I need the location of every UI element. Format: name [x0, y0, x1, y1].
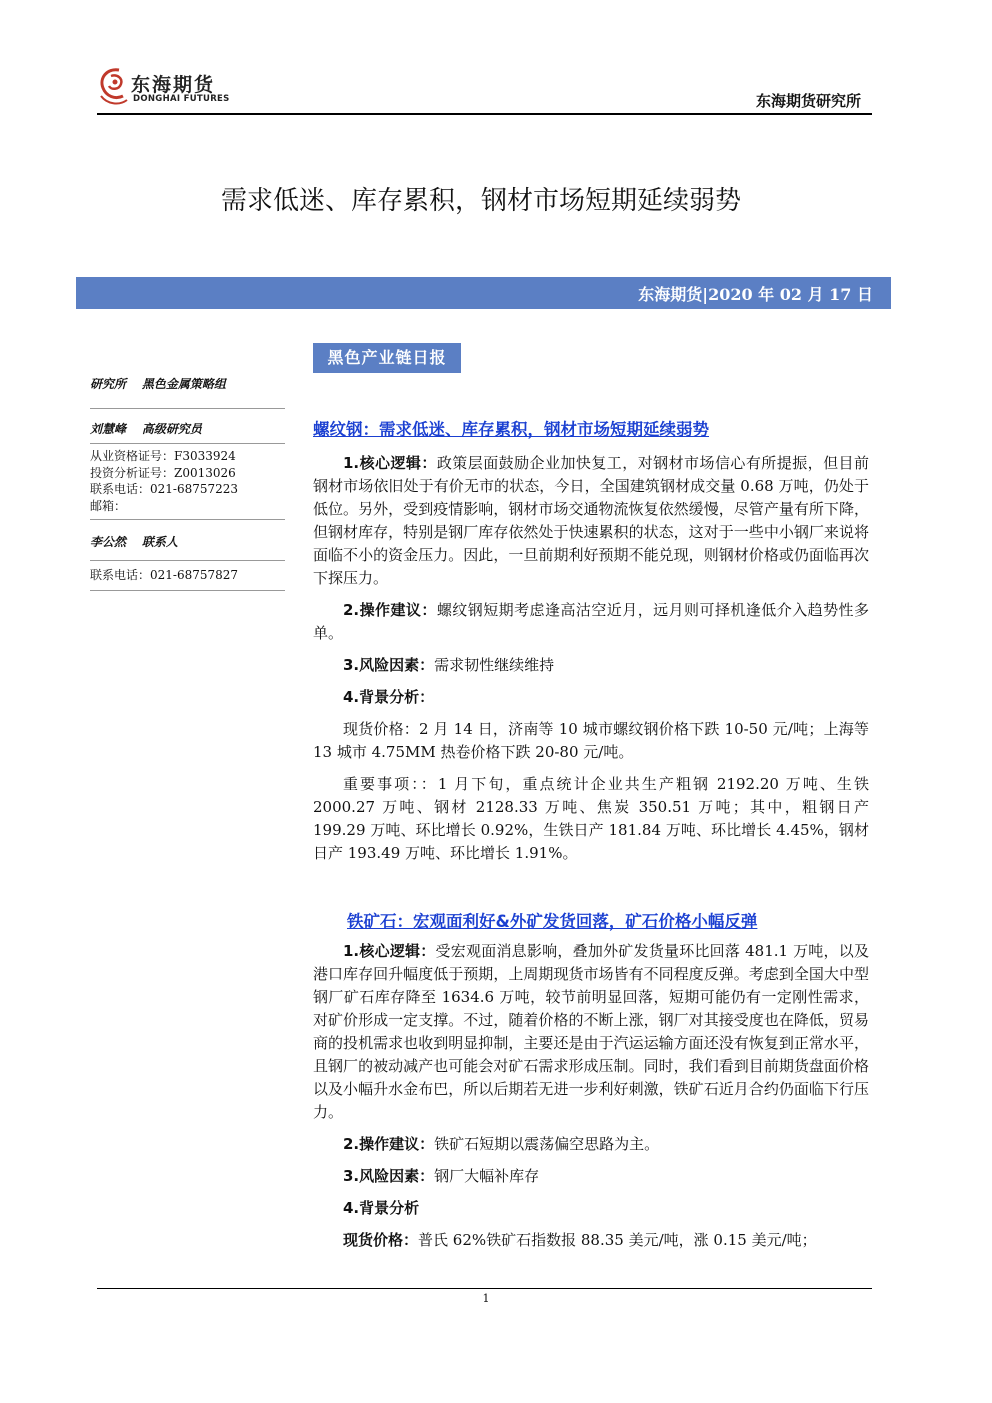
rebar-advice-label: 2.操作建议： [343, 601, 437, 619]
footer-rule [97, 1288, 872, 1289]
rebar-section [313, 416, 869, 865]
analyst-row [90, 421, 285, 443]
analyst-phone: 联系电话：021-68757223 [90, 482, 239, 496]
page-number: 1 [482, 1292, 490, 1305]
logo-text-en: DONGHAI FUTURES [133, 94, 230, 104]
sidebar-rule [90, 519, 285, 520]
analyst-role: 高级研究员 [141, 422, 202, 436]
rebar-title: 螺纹钢：需求低迷、库存累积，钢材市场短期延续弱势 [313, 420, 709, 439]
iron-risk-label: 3.风险因素： [343, 1167, 435, 1185]
iron-advice-text: 铁矿石短期以震荡偏空思路为主。 [434, 1135, 660, 1153]
iron-spot-price-text: 普氏 62%铁矿石指数报 88.35 美元/吨，涨 0.15 美元/吨； [418, 1231, 817, 1249]
iron-background [313, 1197, 869, 1220]
iron-core-logic-label: 1.核心逻辑： [343, 942, 436, 960]
document-title: 需求低迷、库存累积，钢材市场短期延续弱势 [220, 186, 741, 216]
author-sidebar [90, 376, 285, 591]
sidebar-dept-row [90, 376, 285, 398]
analyst-invest-license: 投资分析证号：Z0013026 [90, 465, 236, 480]
rebar-key-events: 重要事项：：1 月下旬，重点统计企业共生产粗钢 2192.20 万吨、生铁 2000.27 万吨、钢材 2128.33 万吨、焦炭 350.51 万吨；其中，粗钢日产 199.29 万吨、环比增长 0.92%，生铁日产 181.84 万吨、环比增长 4.45%，钢材日产 193.49 万吨、环比增长 1.91%。 [313, 775, 869, 862]
rebar-risk-label: 3.风险因素： [343, 656, 435, 674]
iron-spot-price [313, 1229, 869, 1252]
analyst-name: 刘慧峰 [90, 422, 127, 436]
date-bar [76, 277, 891, 309]
logo-emblem-icon [97, 66, 131, 106]
sidebar-rule [90, 560, 285, 561]
sidebar-rule [90, 443, 285, 444]
rebar-advice [313, 599, 869, 645]
iron-spot-price-label: 现货价格： [343, 1231, 419, 1249]
contact-role: 联系人 [141, 535, 178, 549]
iron-risk-text: 钢厂大幅补库存 [434, 1167, 540, 1185]
iron-advice-label: 2.操作建议： [343, 1135, 435, 1153]
company-logo [97, 66, 237, 110]
rebar-spot-price: 现货价格：2 月 14 日，济南等 10 城市螺纹钢价格下跌 10-50 元/吨；上海等 13 城市 4.75MM 热卷价格下跌 20-80 元/吨。 [313, 720, 869, 761]
rebar-background [313, 686, 869, 709]
sidebar-rule [90, 408, 285, 409]
rebar-background-label: 4.背景分析： [343, 688, 435, 706]
iron-risk [313, 1165, 869, 1188]
rebar-risk-text: 需求韧性继续维持 [434, 656, 555, 674]
date-bar-text: 东海期货|2020 年 02 月 17 日 [638, 285, 873, 304]
rebar-risk [313, 654, 869, 677]
rebar-advice-text: 螺纹钢短期考虑逢高沽空近月，远月则可择机逢低介入趋势性多单。 [313, 601, 869, 642]
rebar-core-logic-label: 1.核心逻辑： [343, 454, 437, 472]
analyst-license: 从业资格证号：F3033924 [90, 449, 236, 463]
contact-phone: 联系电话：021-68757827 [90, 568, 239, 582]
iron-core-logic [313, 940, 869, 1124]
rebar-core-logic-text: 政策层面鼓励企业加快复工，对钢材市场信心有所提振，但目前钢材市场依旧处于有价无市的状态，今日，全国建筑钢材成交量 0.68 万吨，仍处于低位。另外，受到疫情影响，钢材市场交通物流恢复依然缓慢，尽管产量有所下降，但钢材库存，特别是钢厂库存依然处于快速累积的状态，这对于一些中小钢厂来说将面临不小的资金压力。因此，一旦前期利好预期不能兑现，则钢材价格或仍面临再次下探压力。 [313, 454, 869, 587]
institute-name: 东海期货研究所 [755, 92, 861, 110]
iron-background-label: 4.背景分析 [343, 1199, 420, 1217]
logo-text-cn: 东海期货 [131, 74, 216, 96]
sidebar-dept: 研究所 [90, 377, 127, 391]
iron-core-logic-text: 受宏观面消息影响，叠加外矿发货量环比回落 481.1 万吨，以及港口库存回升幅度低于预期，上周期现货市场皆有不同程度反弹。考虑到全国大中型钢厂矿石库存降至 1634.6 万吨，较节前明显回落，短期可能仍有一定刚性需求，对矿价形成一定支撑。不过，随着价格的不断上涨，钢厂对其接受度也在降低，贸易商的投机需求也收到明显抑制，主要还是由于汽运运输方面还没有恢复到正常水平，且钢厂的被动减产也可能会对矿石需求形成压制。同时，我们看到目前期货盘面价格以及小幅升水金布巴，所以后期若无进一步利好刺激，铁矿石近月合约仍面临下行压力。 [313, 942, 870, 1121]
analyst-email: 邮箱： [90, 498, 127, 513]
iron-advice [313, 1133, 869, 1156]
iron-ore-section [313, 908, 869, 1252]
contact-row [90, 534, 285, 556]
rebar-core-logic [313, 452, 869, 590]
header-rule [97, 113, 872, 115]
contact-name: 李公然 [90, 535, 127, 549]
sidebar-rule [90, 590, 285, 591]
section-badge: 黑色产业链日报 [313, 343, 461, 373]
iron-ore-title: 铁矿石：宏观面利好&外矿发货回落，矿石价格小幅反弹 [347, 912, 758, 931]
analyst-details [90, 448, 285, 514]
sidebar-group: 黑色金属策略组 [141, 377, 226, 391]
